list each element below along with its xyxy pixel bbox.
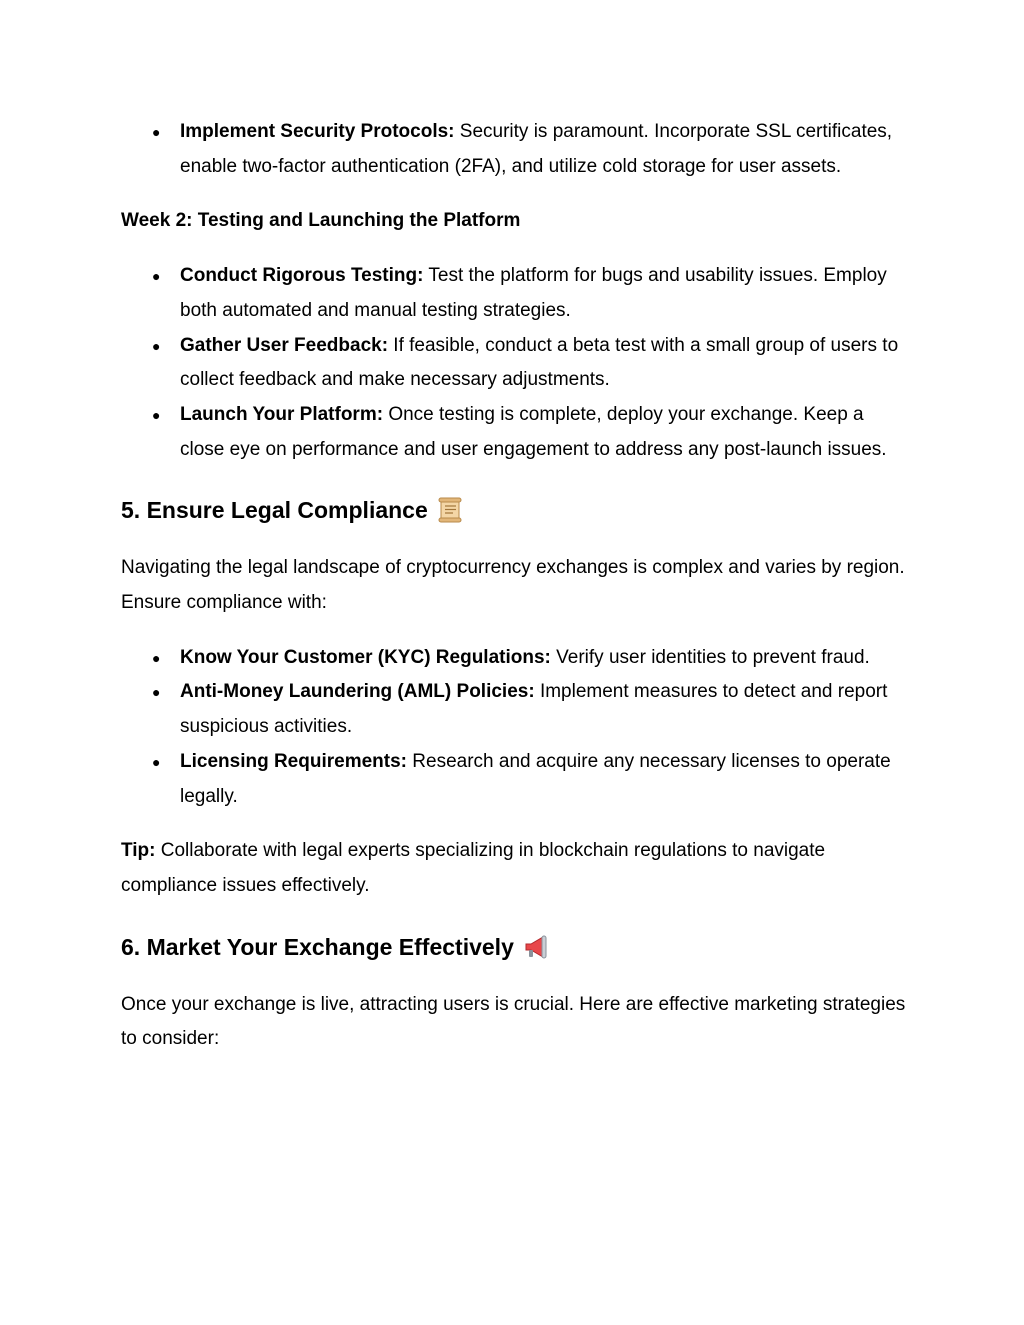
section-6-heading xyxy=(121,929,911,965)
testing-list xyxy=(121,259,911,467)
section-6-intro: Once your exchange is live, attracting users is crucial. Here are effective marketing strategies to consider: xyxy=(121,993,906,1050)
list-item-title: Launch Your Platform: xyxy=(180,403,384,425)
tip-label: Tip: xyxy=(121,840,156,862)
compliance-list xyxy=(121,641,911,815)
bullet-icon: ● xyxy=(152,684,161,701)
list-item xyxy=(121,641,911,676)
section-5-heading xyxy=(121,492,911,528)
list-item-title: Anti-Money Laundering (AML) Policies: xyxy=(180,681,535,703)
list-item-text: Test the platform for bugs and usability issues. Employ both automated and manual testing strategies. xyxy=(180,265,887,321)
list-item-title: Implement Security Protocols: xyxy=(180,121,455,142)
week-2-heading: Week 2: Testing and Launching the Platform xyxy=(121,210,521,232)
bullet-icon: ● xyxy=(152,753,161,770)
list-item-text: Verify user identities to prevent fraud. xyxy=(550,646,870,668)
tip-paragraph xyxy=(121,834,911,903)
list-item xyxy=(121,745,911,814)
list-item xyxy=(121,398,911,467)
list-item-title: Gather User Feedback: xyxy=(180,334,389,356)
megaphone-icon xyxy=(522,933,550,961)
list-item xyxy=(121,259,911,328)
list-item-text: Once testing is complete, deploy your exchange. Keep a close eye on performance and user engagement to address any post-launch issues. xyxy=(180,403,887,460)
list-item-text: If feasible, conduct a beta test with a small group of users to collect feedback and make necessary adjustments. xyxy=(180,334,899,391)
security-list xyxy=(121,115,911,184)
list-item xyxy=(121,329,911,398)
list-item xyxy=(121,115,911,184)
list-item-text: Research and acquire any necessary licenses to operate legally. xyxy=(180,750,891,807)
list-item-title: Conduct Rigorous Testing: xyxy=(180,265,424,287)
tip-text: Collaborate with legal experts specializing in blockchain regulations to navigate compliance issues effectively. xyxy=(121,840,826,896)
section-5-intro: Navigating the legal landscape of cryptocurrency exchanges is complex and varies by region. Ensure compliance with: xyxy=(121,557,905,614)
bullet-icon: ● xyxy=(152,268,161,285)
bullet-icon: ● xyxy=(152,124,161,140)
section-6-title: 6. Market Your Exchange Effectively xyxy=(121,933,514,960)
document-content xyxy=(121,115,911,1057)
bullet-icon: ● xyxy=(152,649,161,666)
scroll-icon xyxy=(436,496,464,524)
list-item-title: Licensing Requirements: xyxy=(180,750,407,772)
bullet-icon: ● xyxy=(152,337,161,354)
list-item-text: Implement measures to detect and report suspicious activities. xyxy=(180,681,888,738)
section-5-title: 5. Ensure Legal Compliance xyxy=(121,497,428,524)
list-item xyxy=(121,675,911,744)
bullet-icon: ● xyxy=(152,406,161,423)
list-item-title: Know Your Customer (KYC) Regulations: xyxy=(180,646,551,668)
list-item-text: Security is paramount. Incorporate SSL certificates, enable two-factor authentication (2FA), and utilize cold storage for user assets. xyxy=(180,121,893,177)
